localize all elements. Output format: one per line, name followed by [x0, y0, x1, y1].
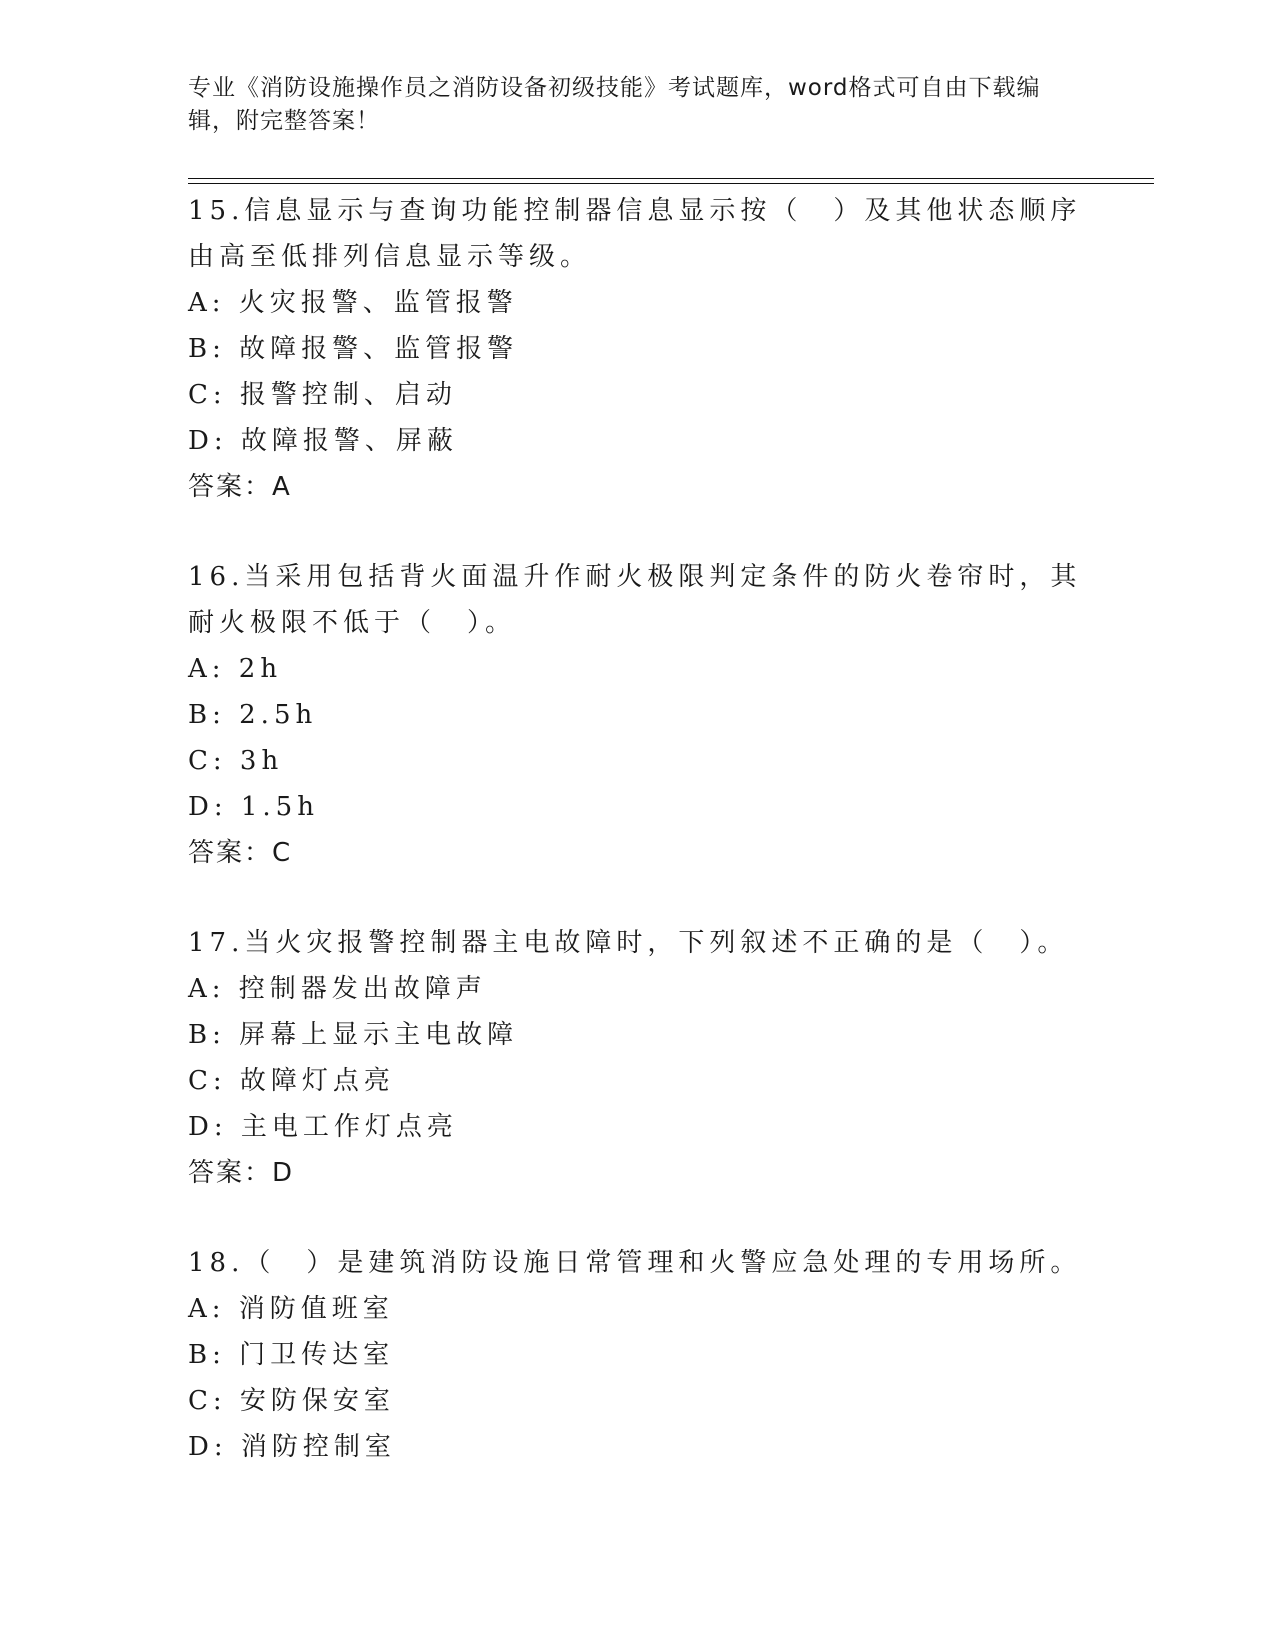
option-c: C: 安防保安室: [188, 1386, 395, 1416]
option-c: C: 3h: [188, 746, 284, 776]
question-stem: （ ）是建筑消防设施日常管理和火警应急处理的专用场所。: [244, 1248, 1082, 1278]
question-16: [188, 554, 1088, 876]
question-text: [188, 188, 1088, 280]
document-header: 专业《消防设施操作员之消防设备初级技能》考试题库，word格式可自由下载编辑，附完整答案！: [188, 75, 1041, 134]
question-stem: 当采用包括背火面温升作耐火极限判定条件的防火卷帘时，其耐火极限不低于（ ）。: [188, 562, 1082, 638]
option-a: A: 消防值班室: [188, 1294, 394, 1324]
option-c: C: 故障灯点亮: [188, 1066, 395, 1096]
option-d: D: 故障报警、屏蔽: [188, 426, 458, 456]
option-d: D: 消防控制室: [188, 1432, 396, 1462]
option-d: D: 1.5h: [188, 792, 319, 822]
question-text: [188, 920, 1088, 966]
option-a: A: 2h: [188, 654, 283, 684]
option-a: A: 控制器发出故障声: [188, 974, 487, 1004]
question-number: 16.: [188, 562, 245, 592]
option-d: D: 主电工作灯点亮: [188, 1112, 458, 1142]
option-b: B: 屏幕上显示主电故障: [188, 1020, 519, 1050]
answer: 答案：C: [188, 838, 293, 868]
answer: 答案：D: [188, 1158, 295, 1188]
question-number: 18.: [188, 1248, 245, 1278]
option-b: B: 2.5h: [188, 700, 318, 730]
option-b: B: 故障报警、监管报警: [188, 334, 519, 364]
option-b: B: 门卫传达室: [188, 1340, 395, 1370]
option-c: C: 报警控制、启动: [188, 380, 457, 410]
question-text: [188, 554, 1088, 646]
question-stem: 当火灾报警控制器主电故障时，下列叙述不正确的是（ ）。: [244, 928, 1069, 958]
question-number: 17.: [188, 928, 245, 958]
question-text: [188, 1240, 1088, 1286]
header-divider-bottom: [188, 183, 1154, 184]
option-a: A: 火灾报警、监管报警: [188, 288, 518, 318]
question-18: [188, 1240, 1088, 1470]
question-stem: 信息显示与查询功能控制器信息显示按（ ）及其他状态顺序由高至低排列信息显示等级。: [188, 196, 1082, 272]
question-17: [188, 920, 1088, 1196]
question-15: [188, 188, 1088, 510]
answer: 答案：A: [188, 472, 292, 502]
header-divider-top: [188, 178, 1154, 179]
question-number: 15.: [188, 196, 245, 226]
